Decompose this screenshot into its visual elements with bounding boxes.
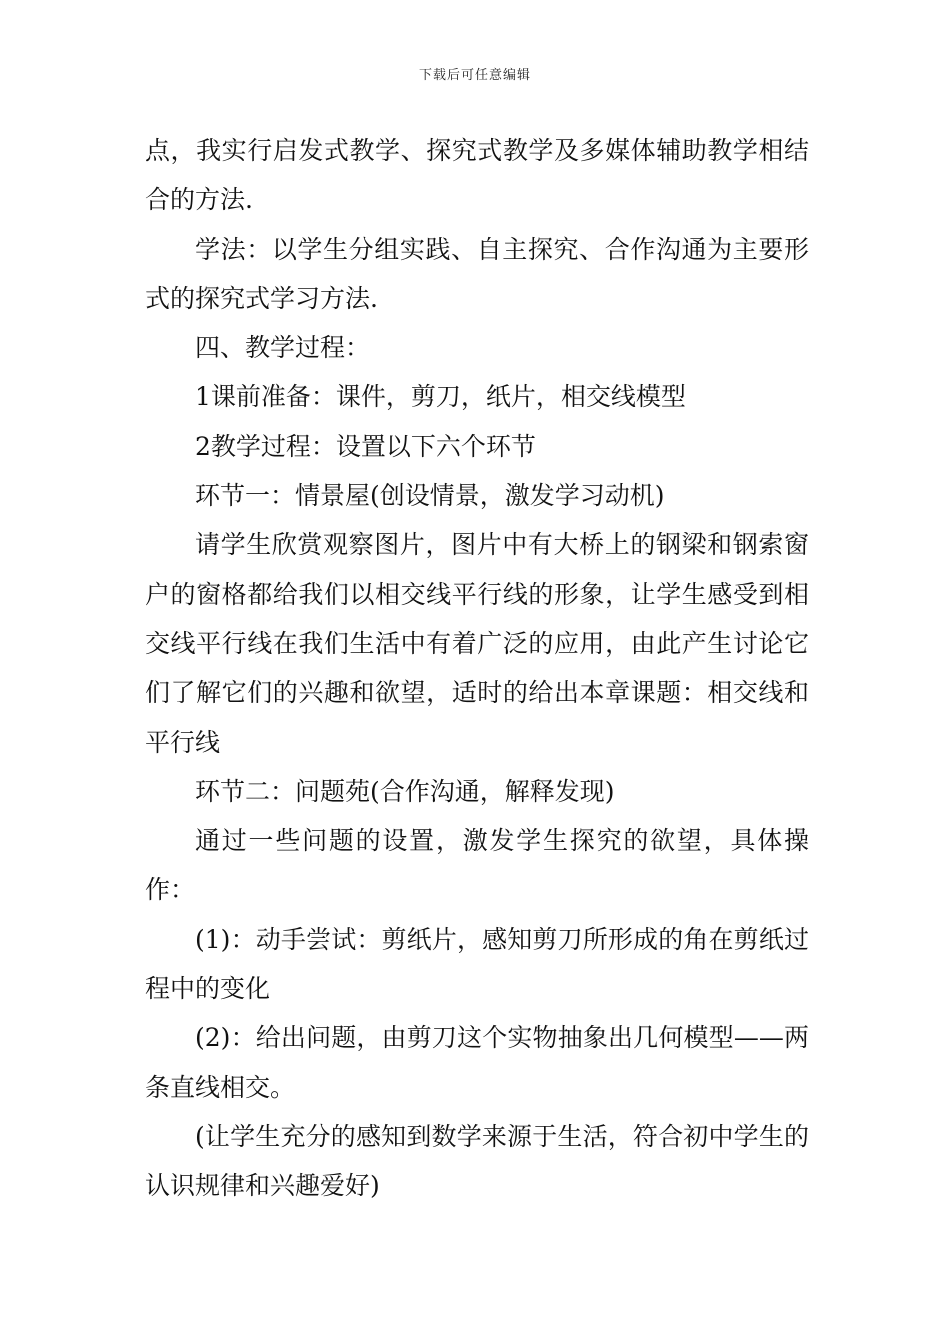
paragraph-note: (让学生充分的感知到数学来源于生活，符合初中学生的认识规律和兴趣爱好): [145, 1121, 809, 1201]
paragraph-stage-two-intro: 通过一些问题的设置，激发学生探究的欲望，具体操作：: [145, 826, 809, 905]
page-header: 下载后可任意编辑: [418, 68, 531, 83]
paragraph-stage-one-body: 请学生欣赏观察图片，图片中有大桥上的钢梁和钢索窗户的窗格都给我们以相交线平行线的形象，让学生感受到相交线平行线在我们生活中有着广泛的应用，由此产生讨论它们了解它们的兴趣和欲望，适时的给出本章课题：相交线和平行线: [145, 530, 809, 757]
section-heading-teaching-process: 四、教学过程：: [195, 333, 371, 363]
paragraph-stage-one-title: 环节一：情景屋(创设情景，激发学习动机): [195, 481, 665, 511]
paragraph-preparation: 1课前准备：课件，剪刀，纸片，相交线模型: [195, 382, 686, 412]
paragraph-stage-two-title: 环节二：问题苑(合作沟通，解释发现): [195, 776, 615, 806]
paragraph-process-overview: 2教学过程：设置以下六个环节: [195, 431, 536, 461]
paragraph-learning-method: 学法：以学生分组实践、自主探究、合作沟通为主要形式的探究式学习方法.: [145, 234, 809, 313]
document-body: [145, 126, 809, 1211]
paragraph-step-one: (1)：动手尝试：剪纸片，感知剪刀所形成的角在剪纸过程中的变化: [145, 924, 809, 1004]
paragraph-step-two: (2)：给出问题，由剪刀这个实物抽象出几何模型——两条直线相交。: [145, 1023, 809, 1102]
paragraph-teaching-method-continued: 点，我实行启发式教学、探究式教学及多媒体辅助教学相结合的方法.: [145, 136, 809, 215]
